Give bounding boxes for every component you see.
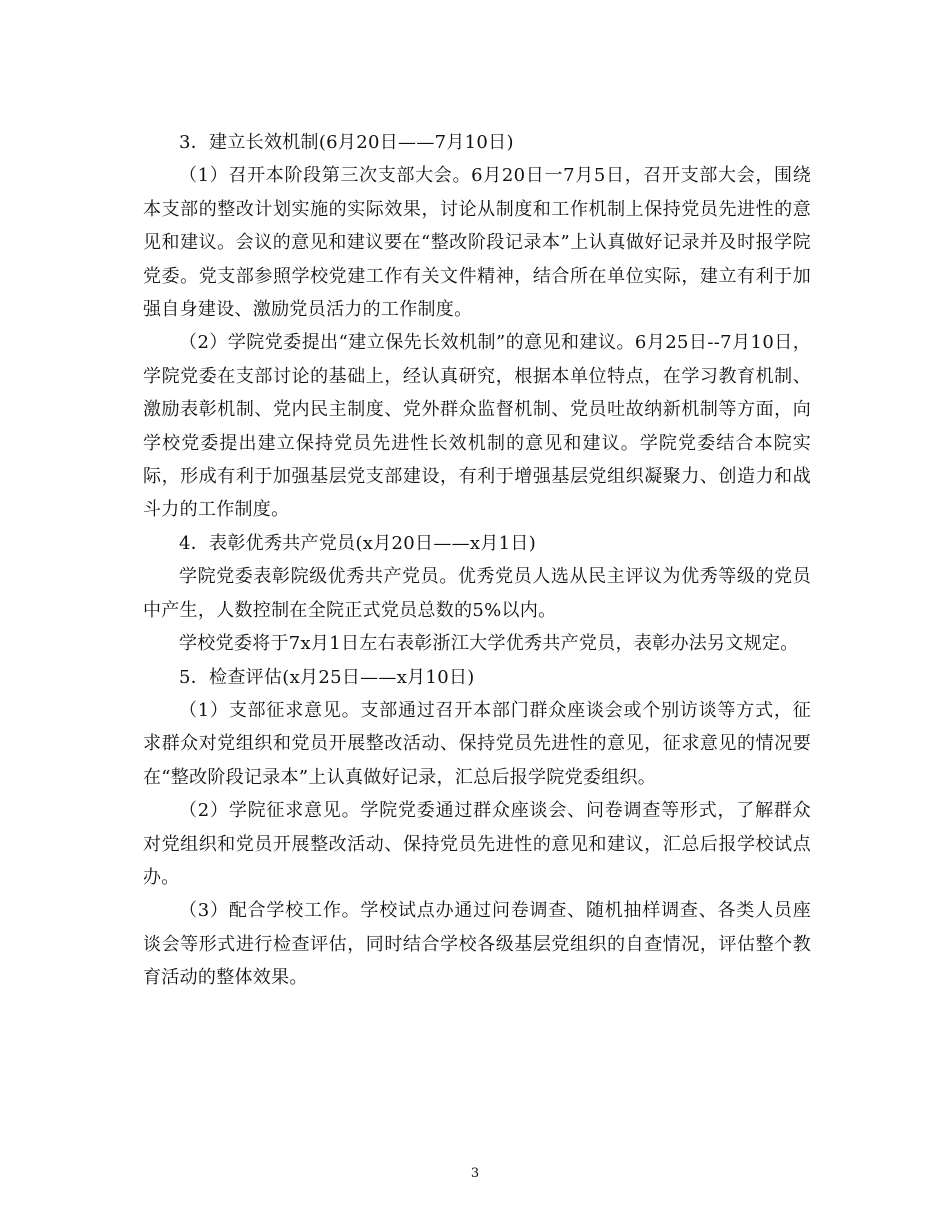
- paragraph: 学院党委表彰院级优秀共产党员。优秀党员人选从民主评议为优秀等级的党员中产生，人数控制在全院正式党员总数的5%以内。: [143, 566, 811, 621]
- paragraph: （1）支部征求意见。支部通过召开本部门群众座谈会或个别访谈等方式，征求群众对党组织和党员开展整改活动、保持党员先进性的意见，征求意见的情况要在“整改阶段记录本”上认真做好记录，汇总后报学院党委组织。: [143, 699, 811, 788]
- section-heading-5: 5．检查评估(x月25日——x月10日): [179, 666, 475, 688]
- paragraph: （3）配合学校工作。学校试点办通过问卷调查、随机抽样调查、各类人员座谈会等形式进行检查评估，同时结合学校各级基层党组织的自查情况，评估整个教育活动的整体效果。: [143, 900, 811, 989]
- paragraph: （2）学院党委提出“建立保先长效机制”的意见和建议。6月25日--7月10日，学院党委在支部讨论的基础上，经认真研究，根据本单位特点，在学习教育机制、激励表彰机制、党内民主制度、党外群众监督机制、党员吐故纳新机制等方面，向学校党委提出建立保持党员先进性长效机制的意见和建议。学院党委结合本院实际，形成有利于加强基层党支部建设，有利于增强基层党组织凝聚力、创造力和战斗力的工作制度。: [143, 332, 811, 521]
- section-heading-4: 4．表彰优秀共产党员(x月20日——x月1日): [179, 532, 537, 554]
- page-number: 3: [470, 1166, 480, 1181]
- paragraph: 学校党委将于7x月1日左右表彰浙江大学优秀共产党员，表彰办法另文规定。: [179, 633, 799, 655]
- document-body: [143, 126, 811, 995]
- paragraph: （2）学院征求意见。学院党委通过群众座谈会、问卷调查等形式，了解群众对党组织和党员开展整改活动、保持党员先进性的意见和建议，汇总后报学校试点办。: [143, 800, 811, 888]
- section-heading-3: 3．建立长效机制(6月20日——7月10日): [179, 132, 514, 153]
- paragraph: （1）召开本阶段第三次支部大会。6月20日一7月5日，召开支部大会，围绕本支部的整改计划实施的实际效果，讨论从制度和工作机制上保持党员先进性的意见和建议。会议的意见和建议要在“整改阶段记录本”上认真做好记录并及时报学院党委。党支部参照学校党建工作有关文件精神，结合所在单位实际，建立有利于加强自身建设、激励党员活力的工作制度。: [143, 165, 811, 321]
